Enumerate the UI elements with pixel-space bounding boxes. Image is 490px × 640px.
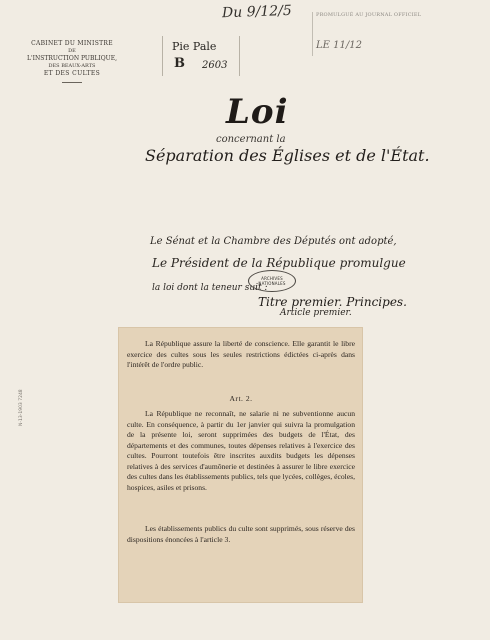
archive-stamp-letter: B — [174, 56, 185, 71]
ministry-rule — [62, 82, 82, 83]
margin-reference-code: N-13-1903 7248 — [19, 389, 24, 426]
preamble-teneur: la loi dont la teneur suit : — [152, 283, 268, 293]
article-premier-heading: Article premier. — [280, 308, 352, 318]
official-journal-line-2: LE 11/12 — [316, 40, 362, 51]
ministry-line-2: DE — [68, 48, 76, 55]
national-archives-stamp — [248, 270, 296, 292]
ministry-line-3: L'INSTRUCTION PUBLIQUE, — [27, 54, 117, 62]
article-2-closing-text: Les établissements publics du culte sont supprimés, sous réserve des dispositions énoncées à l'article 3. — [127, 524, 355, 544]
archive-stamp-number: 2603 — [202, 60, 228, 71]
article-2-text: La République ne reconnaît, ne salarie ni ne subventionne aucun culte. En conséquence, à partir du 1er janvier qui suivra la promulgation de la présente loi, seront supprimées des budgets de l'État, des départements et des communes, toutes dépenses relatives à l'exercice des cultes. Pourront toutefois être inscrites auxdits budgets les dépenses relatives à des services d'aumônerie et destinées à assurer le libre exercice des cultes dans les établissements publics, tels que lycées, collèges, écoles, hospices, asiles et prisons. — [127, 409, 355, 492]
article-1-text: La République assure la liberté de conscience. Elle garantit le libre exercice des cultes sous les seules restrictions édictées ci-après dans l'intérêt de l'ordre public. — [127, 339, 355, 369]
stamp-line-2: NATIONALES — [258, 281, 286, 286]
stamp-line-1: ARCHIVES — [261, 275, 283, 281]
archive-stamp-label: Pie Pale — [172, 40, 217, 53]
ministry-letterhead — [18, 40, 126, 83]
ministry-line-1: CABINET DU MINISTRE — [31, 40, 113, 47]
preamble-senat: Le Sénat et la Chambre des Députés ont adopté, — [150, 236, 397, 247]
official-journal-line-1: PROMULGUÉ AU JOURNAL OFFICIEL — [316, 12, 422, 18]
handwritten-date: Du 9/12/5 — [221, 2, 293, 22]
ministry-line-4: DES BEAUX-ARTS — [48, 62, 96, 69]
article-2-heading: Art. 2. — [229, 394, 253, 403]
preamble-president: Le Président de la République promulgue — [152, 256, 406, 270]
title-premier-heading: Titre premier. Principes. — [258, 295, 407, 309]
document-title: Loi — [226, 92, 289, 132]
ministry-line-5: ET DES CULTES — [43, 69, 101, 77]
title-concernant: concernant la — [216, 134, 286, 145]
document-subject: Séparation des Églises et de l'État. — [145, 146, 430, 165]
